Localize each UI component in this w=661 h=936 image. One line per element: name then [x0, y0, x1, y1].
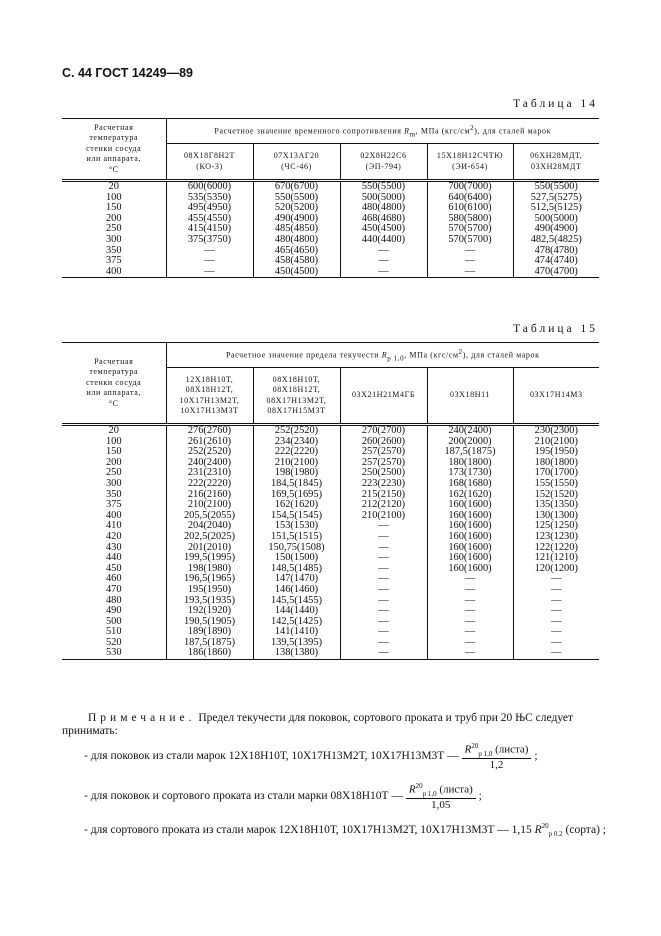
steel-grade-header [427, 368, 513, 425]
temperature-cell: 100 [105, 191, 122, 203]
steel-grade-label: 10Х17Н13М3Т [180, 406, 239, 415]
table-row [62, 596, 599, 607]
table-row [62, 543, 599, 554]
value-cell: 240(2400) [166, 458, 253, 469]
temperature-cell: 500 [105, 615, 122, 627]
value-cell: 152(1520) [513, 490, 599, 501]
steel-grade-header [340, 368, 427, 425]
value-cell: — [513, 606, 599, 617]
table-row [62, 511, 599, 522]
table-row [62, 564, 599, 575]
value-cell: — [427, 585, 513, 596]
value-cell: — [513, 617, 599, 628]
value-cell: 162(1620) [427, 490, 513, 501]
value-cell: 458(4580) [253, 256, 340, 267]
temperature-cell: 200 [105, 212, 122, 224]
temperature-header-line: стенки сосуда [86, 377, 142, 387]
table-15 [62, 342, 599, 660]
table-row [62, 606, 599, 617]
value-cell: 121(1210) [513, 553, 599, 564]
value-cell: 160(1600) [427, 564, 513, 575]
table-row [62, 627, 599, 638]
value-cell: — [166, 267, 253, 278]
steel-grade-label: 08Х18Н12Т, [272, 385, 321, 394]
value-cell: — [427, 596, 513, 607]
table-row [62, 479, 599, 490]
value-cell: 375(3750) [166, 235, 253, 246]
table15-caption: Таблица 15 [513, 323, 598, 335]
value-cell: — [340, 521, 427, 532]
steel-grade-label: 03Х18Н11 [449, 390, 491, 400]
table-row [62, 246, 599, 257]
value-cell: — [513, 574, 599, 585]
value-cell: 160(1600) [427, 521, 513, 532]
temperature-header [62, 343, 166, 425]
table-row [62, 490, 599, 501]
value-cell: 202,5(2025) [166, 532, 253, 543]
value-cell: 120(1200) [513, 564, 599, 575]
value-cell: 490(4900) [253, 214, 340, 225]
value-cell: 187,5(1875) [166, 638, 253, 649]
value-cell: 154,5(1545) [253, 511, 340, 522]
value-cell: 470(4700) [513, 267, 599, 278]
value-cell: 130(1300) [513, 511, 599, 522]
value-cell: 199,5(1995) [166, 553, 253, 564]
temperature-cell: 450 [105, 562, 122, 574]
table-row [62, 425, 599, 437]
value-cell: 212(2120) [340, 500, 427, 511]
temperature-cell: 400 [105, 509, 122, 521]
note-label: Примечание. [88, 712, 196, 724]
value-cell: 480(4800) [253, 235, 340, 246]
value-cell: 478(4780) [513, 246, 599, 257]
steel-grade-header [427, 144, 513, 181]
value-cell: 261(2610) [166, 437, 253, 448]
table-row [62, 638, 599, 649]
value-cell: 135(1350) [513, 500, 599, 511]
table-14 [62, 118, 599, 278]
steel-grade-label: 08Х17Н13М2Т, [266, 395, 327, 405]
value-cell: 195(1950) [166, 585, 253, 596]
steel-grade-label: 06ХН28МДТ, [530, 151, 583, 160]
value-cell: 257(2570) [340, 447, 427, 458]
value-cell: 201(2010) [166, 543, 253, 554]
temperature-header-line: стенки сосуда [86, 143, 142, 153]
table-row [62, 500, 599, 511]
steel-grade-header [340, 144, 427, 181]
temperature-cell: 200 [105, 456, 122, 468]
temperature-header-line: Расчетная [94, 122, 134, 132]
value-cell: 180(1800) [513, 458, 599, 469]
temperature-cell: 410 [105, 520, 122, 532]
value-cell: 550(5500) [513, 181, 599, 193]
steel-grade-label: 08Х18Н12Т, [185, 385, 234, 394]
steel-grade-label: 12Х18Н10Т, [185, 374, 234, 384]
value-cell: 535(5350) [166, 193, 253, 204]
temperature-header-line: температура [89, 133, 139, 143]
value-cell: 223(2230) [340, 479, 427, 490]
steel-grade-label: 07Х13АГ20 [273, 151, 320, 160]
value-cell: 485(4850) [253, 224, 340, 235]
value-cell: — [340, 574, 427, 585]
value-cell: 190,5(1905) [166, 617, 253, 628]
value-cell: 490(4900) [513, 224, 599, 235]
note-item-1: - для поковок из стали марок 12Х18Н10Т, 10Х17Н13М2Т, 10Х17Н13М3Т — $\frac{R^{20}_{p 1,0} (листа)}{1,2}$ ; [84, 742, 538, 771]
temperature-header [62, 119, 166, 181]
temperature-cell: 400 [62, 267, 166, 278]
value-cell: 276(2760) [166, 425, 253, 437]
value-cell: — [513, 638, 599, 649]
value-cell: 670(6700) [253, 181, 340, 193]
value-cell: — [427, 267, 513, 278]
table-row [62, 532, 599, 543]
value-cell: 139,5(1395) [253, 638, 340, 649]
value-cell: 580(5800) [427, 214, 513, 225]
value-cell: 155(1550) [513, 479, 599, 490]
page-header: С. 44 ГОСТ 14249—89 [62, 66, 193, 80]
value-cell: 162(1620) [253, 500, 340, 511]
temperature-header-line: °С [108, 398, 119, 408]
value-cell: — [340, 246, 427, 257]
value-cell: 210(2100) [253, 458, 340, 469]
value-cell: 495(4950) [166, 203, 253, 214]
value-cell: 144(1440) [253, 606, 340, 617]
value-cell: 500(5000) [513, 214, 599, 225]
value-cell: — [427, 256, 513, 267]
value-cell: 195(1950) [513, 447, 599, 458]
value-cell: 138(1380) [253, 648, 340, 659]
value-cell: 550(5500) [340, 181, 427, 193]
value-cell: — [340, 627, 427, 638]
note-text: Предел текучести для поковок, сортового проката и труб при 20 ЊС следует принимать: [62, 712, 574, 737]
value-cell: 450(4500) [340, 224, 427, 235]
note-item-2: - для поковок и сортового проката из стали марки 08Х18Н10Т — $\frac{R^{20}_{p 1,0} (листа)}{1,05}$ ; [84, 782, 482, 811]
value-cell: — [166, 246, 253, 257]
value-cell: 141(1410) [253, 627, 340, 638]
value-cell: 186(1860) [166, 648, 253, 659]
value-cell: 184,5(1845) [253, 479, 340, 490]
value-cell: — [340, 564, 427, 575]
temperature-cell: 350 [105, 488, 122, 500]
table-row [62, 256, 599, 267]
value-cell: 500(5000) [340, 193, 427, 204]
value-cell: 570(5700) [427, 224, 513, 235]
value-cell: 450(4500) [253, 267, 340, 278]
value-cell: — [340, 585, 427, 596]
value-cell: 192(1920) [166, 606, 253, 617]
value-cell: 160(1600) [427, 500, 513, 511]
temperature-cell: 250 [105, 223, 122, 235]
table14-caption: Таблица 14 [513, 98, 598, 110]
value-cell: 180(1800) [427, 458, 513, 469]
value-cell: — [427, 627, 513, 638]
value-cell: 200(2000) [427, 437, 513, 448]
value-cell: 122(1220) [513, 543, 599, 554]
value-cell: — [427, 246, 513, 257]
steel-grade-header [513, 368, 599, 425]
steel-grade-label: 08Х18Г8Н2Т [183, 151, 236, 160]
value-cell: 160(1600) [427, 553, 513, 564]
value-cell: — [340, 638, 427, 649]
table-row [62, 437, 599, 448]
temperature-cell: 530 [62, 648, 166, 659]
value-cell: 252(2520) [166, 447, 253, 458]
table-row [62, 235, 599, 246]
value-cell: 160(1600) [427, 511, 513, 522]
value-cell: 270(2700) [340, 425, 427, 437]
temperature-cell: 150 [105, 446, 122, 458]
steel-grade-header [513, 144, 599, 181]
table-row [62, 193, 599, 204]
value-cell: 260(2600) [340, 437, 427, 448]
value-cell: 234(2340) [253, 437, 340, 448]
temperature-cell: 375 [105, 255, 122, 267]
steel-grade-label: 03Х17Н14М3 [529, 390, 583, 400]
value-cell: 123(1230) [513, 532, 599, 543]
temperature-cell: 350 [105, 244, 122, 256]
value-cell: 210(2100) [513, 437, 599, 448]
value-cell: 187,5(1875) [427, 447, 513, 458]
fraction-2: $\frac{R^{20}_{p 1,0} (листа)}{1,05}$ [406, 782, 476, 811]
temperature-cell: 300 [105, 233, 122, 245]
value-cell: 205,5(2055) [166, 511, 253, 522]
value-cell: 125(1250) [513, 521, 599, 532]
steel-grade-header [166, 368, 253, 425]
value-cell: 170(1700) [513, 468, 599, 479]
value-cell: 482,5(4825) [513, 235, 599, 246]
table-row [62, 181, 599, 193]
value-cell: — [340, 543, 427, 554]
value-cell: 222(2220) [166, 479, 253, 490]
value-cell: 640(6400) [427, 193, 513, 204]
steel-grade-label: 10Х17Н13М2Т, [179, 395, 240, 405]
value-cell: 168(1680) [427, 479, 513, 490]
value-cell: 520(5200) [253, 203, 340, 214]
group-header: Расчетное значение временного сопротивления $R_m$, МПа $(кгс/см^2)$, для сталей марок [166, 119, 599, 144]
temperature-cell: 250 [105, 467, 122, 479]
value-cell: 610(6100) [427, 203, 513, 214]
value-cell: 169,5(1695) [253, 490, 340, 501]
value-cell: — [340, 532, 427, 543]
temperature-cell: 460 [105, 573, 122, 585]
value-cell: — [427, 574, 513, 585]
value-cell: 240(2400) [427, 425, 513, 437]
value-cell: 600(6000) [166, 181, 253, 193]
value-cell: 210(2100) [166, 500, 253, 511]
value-cell: — [166, 256, 253, 267]
table-row [62, 553, 599, 564]
group-header: Расчетное значение предела текучести $R_{p 1,0}$, МПа $(кгс/см^2)$, для сталей марок [166, 343, 599, 368]
value-cell: 145,5(1455) [253, 596, 340, 607]
value-cell: — [340, 596, 427, 607]
value-cell: 196,5(1965) [166, 574, 253, 585]
temperature-cell: 440 [105, 552, 122, 564]
note-item-3: - для сортового проката из стали марок 12Х18Н10Т, 10Х17Н13М2Т, 10Х17Н13М3Т — 1,15 $R^{20}_{p 0.2}$ (сорта) ; [84, 822, 606, 839]
steel-grade-label: 03Х21Н21М4ГБ [351, 390, 416, 400]
steel-grade-label: (КО-3) [196, 161, 223, 171]
value-cell: 189(1890) [166, 627, 253, 638]
temperature-cell: 100 [105, 435, 122, 447]
value-cell: 230(2300) [513, 425, 599, 437]
steel-grade-label: (ЭИ-654) [452, 161, 488, 171]
value-cell: 198(1980) [166, 564, 253, 575]
value-cell: 150,75(1508) [253, 543, 340, 554]
value-cell: 465(4650) [253, 246, 340, 257]
value-cell: — [513, 585, 599, 596]
value-cell: — [513, 596, 599, 607]
value-cell: 222(2220) [253, 447, 340, 458]
value-cell: 474(4740) [513, 256, 599, 267]
temperature-cell: 420 [105, 530, 122, 542]
value-cell: 440(4400) [340, 235, 427, 246]
value-cell: 151,5(1515) [253, 532, 340, 543]
value-cell: — [340, 553, 427, 564]
table-row [62, 214, 599, 225]
table-row [62, 585, 599, 596]
temperature-cell: 150 [105, 202, 122, 214]
value-cell: 550(5500) [253, 193, 340, 204]
value-cell: 150(1500) [253, 553, 340, 564]
table-row [62, 574, 599, 585]
steel-grade-header [166, 144, 253, 181]
steel-grade-header [253, 144, 340, 181]
value-cell: 480(4800) [340, 203, 427, 214]
steel-grade-label: (ЧС-46) [281, 161, 312, 171]
value-cell: 216(2160) [166, 490, 253, 501]
temperature-header-line: температура [89, 367, 139, 377]
value-cell: 173(1730) [427, 468, 513, 479]
temperature-cell: 20 [108, 425, 119, 436]
steel-grade-label: 03ХН28МДТ [531, 161, 582, 171]
value-cell: — [340, 648, 427, 659]
value-cell: 153(1530) [253, 521, 340, 532]
fraction-1: $\frac{R^{20}_{p 1,0} (листа)}{1,2}$ [462, 742, 532, 771]
temperature-header-line: или аппарата, [86, 388, 141, 398]
steel-grade-label: 08Х18Н10Т, [272, 374, 321, 384]
value-cell: — [427, 617, 513, 628]
table-row [62, 267, 599, 278]
temperature-header-line: °С [108, 164, 119, 174]
value-cell: 142,5(1425) [253, 617, 340, 628]
value-cell: 147(1470) [253, 574, 340, 585]
value-cell: 257(2570) [340, 458, 427, 469]
table-row [62, 468, 599, 479]
value-cell: 250(2500) [340, 468, 427, 479]
value-cell: 146(1460) [253, 585, 340, 596]
temperature-cell: 510 [105, 626, 122, 638]
value-cell: — [427, 648, 513, 659]
value-cell: 468(4680) [340, 214, 427, 225]
value-cell: — [340, 617, 427, 628]
temperature-cell: 300 [105, 477, 122, 489]
value-cell: 198(1980) [253, 468, 340, 479]
note-paragraph [62, 712, 602, 738]
value-cell: — [340, 267, 427, 278]
value-cell: 415(4150) [166, 224, 253, 235]
table-row [62, 648, 599, 659]
value-cell: — [427, 606, 513, 617]
steel-grade-label: 02Х8Н22С6 [360, 151, 407, 160]
value-cell: 231(2310) [166, 468, 253, 479]
steel-grade-label: 08Х17Н15М3Т [267, 406, 326, 415]
steel-grade-label: (ЭП-794) [365, 161, 402, 171]
temperature-header-line: или аппарата, [86, 154, 141, 164]
value-cell: — [427, 638, 513, 649]
temperature-cell: 375 [105, 499, 122, 511]
temperature-cell: 520 [105, 636, 122, 648]
table-row [62, 447, 599, 458]
value-cell: 210(2100) [340, 511, 427, 522]
value-cell: 193,5(1935) [166, 596, 253, 607]
value-cell: 204(2040) [166, 521, 253, 532]
value-cell: 570(5700) [427, 235, 513, 246]
steel-grade-header [253, 368, 340, 425]
temperature-cell: 470 [105, 583, 122, 595]
value-cell: 148,5(1485) [253, 564, 340, 575]
value-cell: — [513, 627, 599, 638]
value-cell: 252(2520) [253, 425, 340, 437]
value-cell: 700(7000) [427, 181, 513, 193]
value-cell: 455(4550) [166, 214, 253, 225]
value-cell: — [340, 256, 427, 267]
table-row [62, 224, 599, 235]
steel-grade-label: 15Х18Н12СЧТЮ [436, 151, 504, 160]
value-cell: 160(1600) [427, 543, 513, 554]
value-cell: — [513, 648, 599, 659]
table-row [62, 521, 599, 532]
table-row [62, 458, 599, 469]
temperature-cell: 490 [105, 605, 122, 617]
value-cell: 215(2150) [340, 490, 427, 501]
value-cell: 512,5(5125) [513, 203, 599, 214]
temperature-cell: 430 [105, 541, 122, 553]
temperature-header-line: Расчетная [94, 356, 134, 366]
temperature-cell: 20 [108, 181, 119, 192]
value-cell: 160(1600) [427, 532, 513, 543]
value-cell: 527,5(5275) [513, 193, 599, 204]
table-row [62, 203, 599, 214]
value-cell: — [340, 606, 427, 617]
table-row [62, 617, 599, 628]
temperature-cell: 480 [105, 594, 122, 606]
